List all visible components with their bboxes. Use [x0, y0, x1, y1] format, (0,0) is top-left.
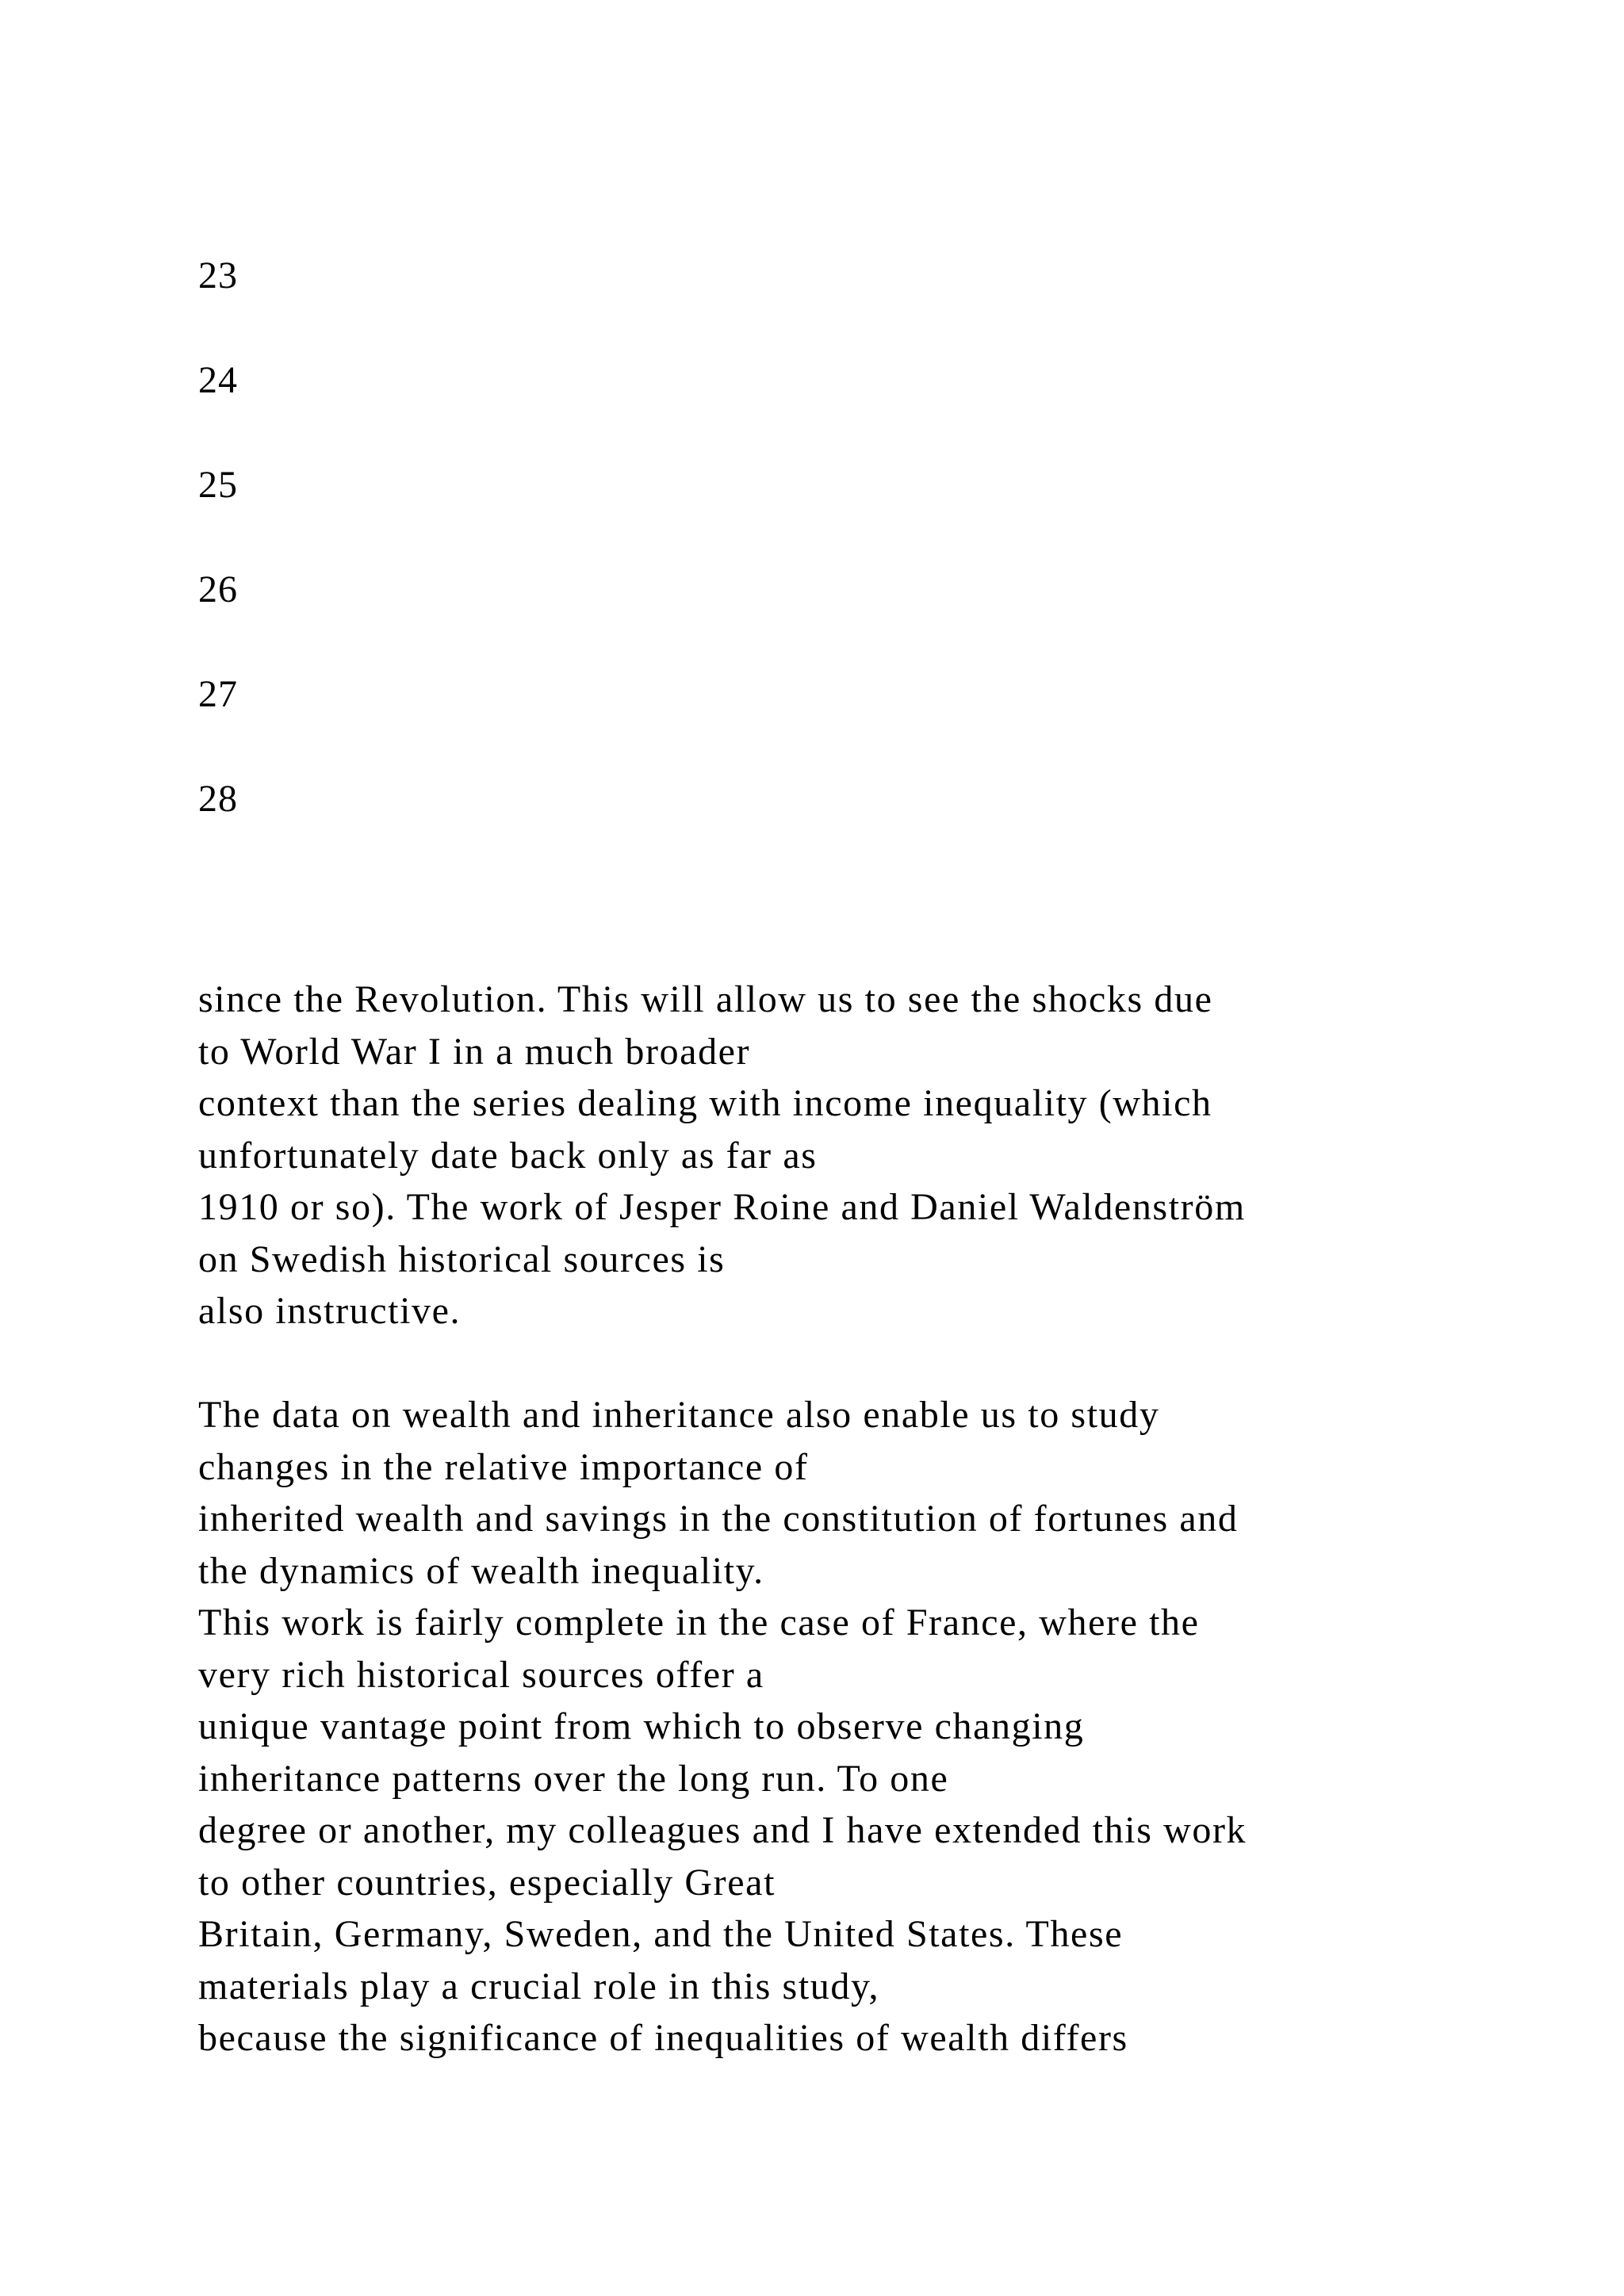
text-line: on Swedish historical sources is	[198, 1238, 726, 1280]
text-line: because the significance of inequalities of wealth differs	[198, 2017, 1128, 2059]
text-line: 1910 or so). The work of Jesper Roine and Daniel Waldenström	[198, 1186, 1246, 1228]
text-line: degree or another, my colleagues and I have extended this work	[198, 1809, 1247, 1851]
line-number: 25	[198, 464, 238, 506]
paragraph-gap	[198, 1337, 1499, 1390]
body-text	[198, 974, 1499, 2064]
line-number: 28	[198, 778, 238, 820]
text-line: very rich historical sources offer a	[198, 1653, 764, 1696]
text-line: inherited wealth and savings in the constitution of fortunes and	[198, 1498, 1239, 1540]
text-line: unfortunately date back only as far as	[198, 1134, 818, 1177]
text-line: to other countries, especially Great	[198, 1861, 776, 1904]
text-line: since the Revolution. This will allow us to see the shocks due	[198, 978, 1213, 1020]
line-number: 23	[198, 254, 238, 297]
text-line: The data on wealth and inheritance also enable us to study	[198, 1394, 1160, 1436]
text-line: unique vantage point from which to observe changing	[198, 1705, 1085, 1747]
text-line: also instructive.	[198, 1290, 462, 1332]
line-number: 24	[198, 359, 238, 401]
text-line: materials play a crucial role in this study,	[198, 1965, 880, 2007]
text-line: context than the series dealing with income inequality (which	[198, 1082, 1212, 1124]
line-number: 27	[198, 673, 238, 715]
line-number-list	[198, 238, 238, 866]
text-line: the dynamics of wealth inequality.	[198, 1549, 764, 1592]
text-line: inheritance patterns over the long run. To one	[198, 1757, 949, 1800]
text-line: This work is fairly complete in the case of France, where the	[198, 1601, 1200, 1644]
line-number: 26	[198, 568, 238, 610]
text-line: changes in the relative importance of	[198, 1445, 809, 1488]
paragraph-1	[198, 974, 1499, 1337]
text-line: to World War I in a much broader	[198, 1030, 751, 1073]
text-line: Britain, Germany, Sweden, and the United States. These	[198, 1913, 1124, 1955]
paragraph-2	[198, 1389, 1499, 2064]
